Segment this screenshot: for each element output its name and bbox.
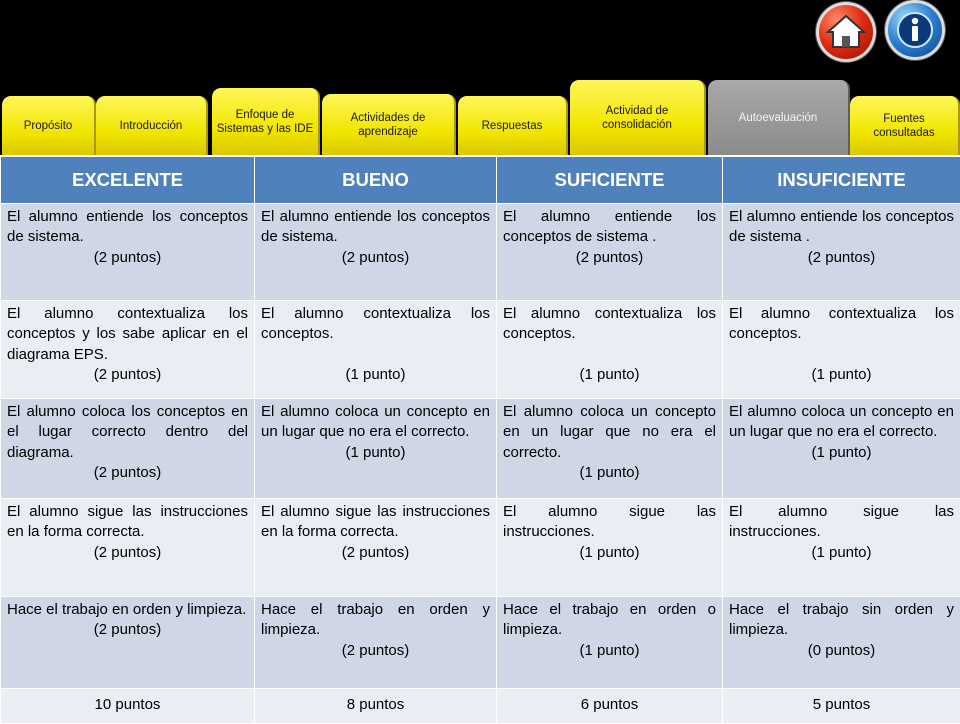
cell-text: El alumno contextualiza los conceptos. [503, 305, 716, 342]
rubric-table [0, 155, 960, 724]
table-cell [1, 204, 255, 301]
tab-proposito[interactable] [2, 96, 96, 156]
tab-actividades-aprendizaje[interactable] [322, 94, 456, 156]
header-suficiente: SUFICIENTE [497, 156, 723, 204]
table-cell [723, 399, 960, 499]
table-cell [255, 597, 497, 689]
cell-points: (0 puntos) [729, 641, 954, 661]
rubric-header-row [1, 156, 960, 204]
tab-enfoque-sistemas[interactable] [212, 88, 320, 156]
cell-text: El alumno coloca un concepto en un lugar que no era el correcto. [503, 403, 716, 461]
cell-points: (2 puntos) [7, 248, 248, 268]
tab-label: Enfoque de Sistemas y las IDE [216, 108, 314, 137]
table-cell [723, 499, 960, 597]
cell-points: (1 punto) [261, 443, 490, 463]
tab-respuestas[interactable] [458, 96, 568, 156]
cell-points: (1 punto) [503, 463, 716, 483]
table-cell [1, 301, 255, 399]
total-insuficiente: 5 puntos [723, 689, 960, 724]
cell-points: (2 puntos) [7, 620, 248, 640]
totals-row [1, 689, 960, 724]
table-cell [497, 204, 723, 301]
cell-text: El alumno entiende los conceptos de sistema. [261, 208, 490, 245]
cell-points: (1 punto) [729, 365, 954, 385]
total-bueno: 8 puntos [255, 689, 497, 724]
tab-fuentes-consultadas[interactable] [850, 96, 960, 156]
cell-text: El alumno sigue las instrucciones. [503, 503, 716, 540]
table-cell [497, 301, 723, 399]
cell-points: (1 punto) [261, 365, 490, 385]
cell-points: (2 puntos) [261, 641, 490, 661]
cell-points: (2 puntos) [729, 248, 954, 268]
cell-text: El alumno sigue las instrucciones. [729, 503, 954, 540]
header-insuficiente: INSUFICIENTE [723, 156, 960, 204]
home-icon [816, 2, 876, 62]
table-row [1, 597, 960, 689]
table-cell [1, 597, 255, 689]
table-row [1, 301, 960, 399]
tab-actividad-consolidacion[interactable] [570, 80, 706, 156]
tab-label: Fuentes consultadas [854, 112, 954, 141]
total-excelente: 10 puntos [1, 689, 255, 724]
cell-text: El alumno entiende los conceptos de sistema. [7, 208, 248, 245]
cell-text: El alumno entiende los conceptos de sistema . [729, 208, 954, 245]
cell-text: El alumno coloca un concepto en un lugar que no era el correcto. [729, 403, 954, 440]
home-button[interactable] [816, 2, 876, 62]
tab-label: Autoevaluación [739, 111, 818, 125]
table-cell [1, 499, 255, 597]
cell-points: (1 punto) [503, 641, 716, 661]
cell-text: El alumno coloca un concepto en un lugar que no era el correcto. [261, 403, 490, 440]
cell-points: (2 puntos) [503, 248, 716, 268]
cell-points: (1 punto) [503, 365, 716, 385]
cell-points: (2 puntos) [261, 248, 490, 268]
tab-label: Actividad de consolidación [574, 104, 700, 133]
cell-points: (2 puntos) [261, 543, 490, 563]
total-suficiente: 6 puntos [497, 689, 723, 724]
table-cell [497, 597, 723, 689]
tab-label: Actividades de aprendizaje [326, 111, 450, 140]
table-cell [723, 301, 960, 399]
tab-label: Respuestas [482, 119, 543, 133]
table-row [1, 399, 960, 499]
cell-text: Hace el trabajo sin orden y limpieza. [729, 601, 954, 638]
table-cell [723, 597, 960, 689]
table-row [1, 499, 960, 597]
cell-text: El alumno coloca los conceptos en el lugar correcto dentro del diagrama. [7, 403, 248, 461]
cell-text: El alumno contextualiza los conceptos. [729, 305, 954, 342]
info-icon [885, 0, 945, 60]
cell-text: Hace el trabajo en orden y limpieza. [261, 601, 490, 638]
cell-text: El alumno entiende los conceptos de sistema . [503, 208, 716, 245]
cell-points: (1 punto) [503, 543, 716, 563]
cell-text: El alumno sigue las instrucciones en la forma correcta. [261, 503, 490, 540]
cell-text: El alumno contextualiza los conceptos y los sabe aplicar en el diagrama EPS. [7, 305, 248, 363]
header-bueno: BUENO [255, 156, 497, 204]
info-button[interactable] [885, 0, 945, 60]
tab-introduccion[interactable] [96, 96, 208, 156]
tab-label: Propósito [24, 119, 73, 133]
cell-text: El alumno contextualiza los conceptos. [261, 305, 490, 342]
cell-text: Hace el trabajo en orden y limpieza. [7, 601, 246, 618]
table-cell [255, 399, 497, 499]
cell-text: Hace el trabajo en orden o limpieza. [503, 601, 716, 638]
table-cell [255, 499, 497, 597]
cell-points: (1 punto) [729, 543, 954, 563]
tab-autoevaluacion[interactable] [708, 80, 850, 156]
table-cell [1, 399, 255, 499]
cell-points: (2 puntos) [7, 463, 248, 483]
table-cell [255, 204, 497, 301]
table-cell [723, 204, 960, 301]
cell-points: (2 puntos) [7, 365, 248, 385]
cell-points: (2 puntos) [7, 543, 248, 563]
tab-label: Introducción [120, 119, 183, 133]
table-cell [255, 301, 497, 399]
cell-points: (1 punto) [729, 443, 954, 463]
table-cell [497, 499, 723, 597]
table-cell [497, 399, 723, 499]
table-row [1, 204, 960, 301]
header-excelente: EXCELENTE [1, 156, 255, 204]
cell-text: El alumno sigue las instrucciones en la forma correcta. [7, 503, 248, 540]
